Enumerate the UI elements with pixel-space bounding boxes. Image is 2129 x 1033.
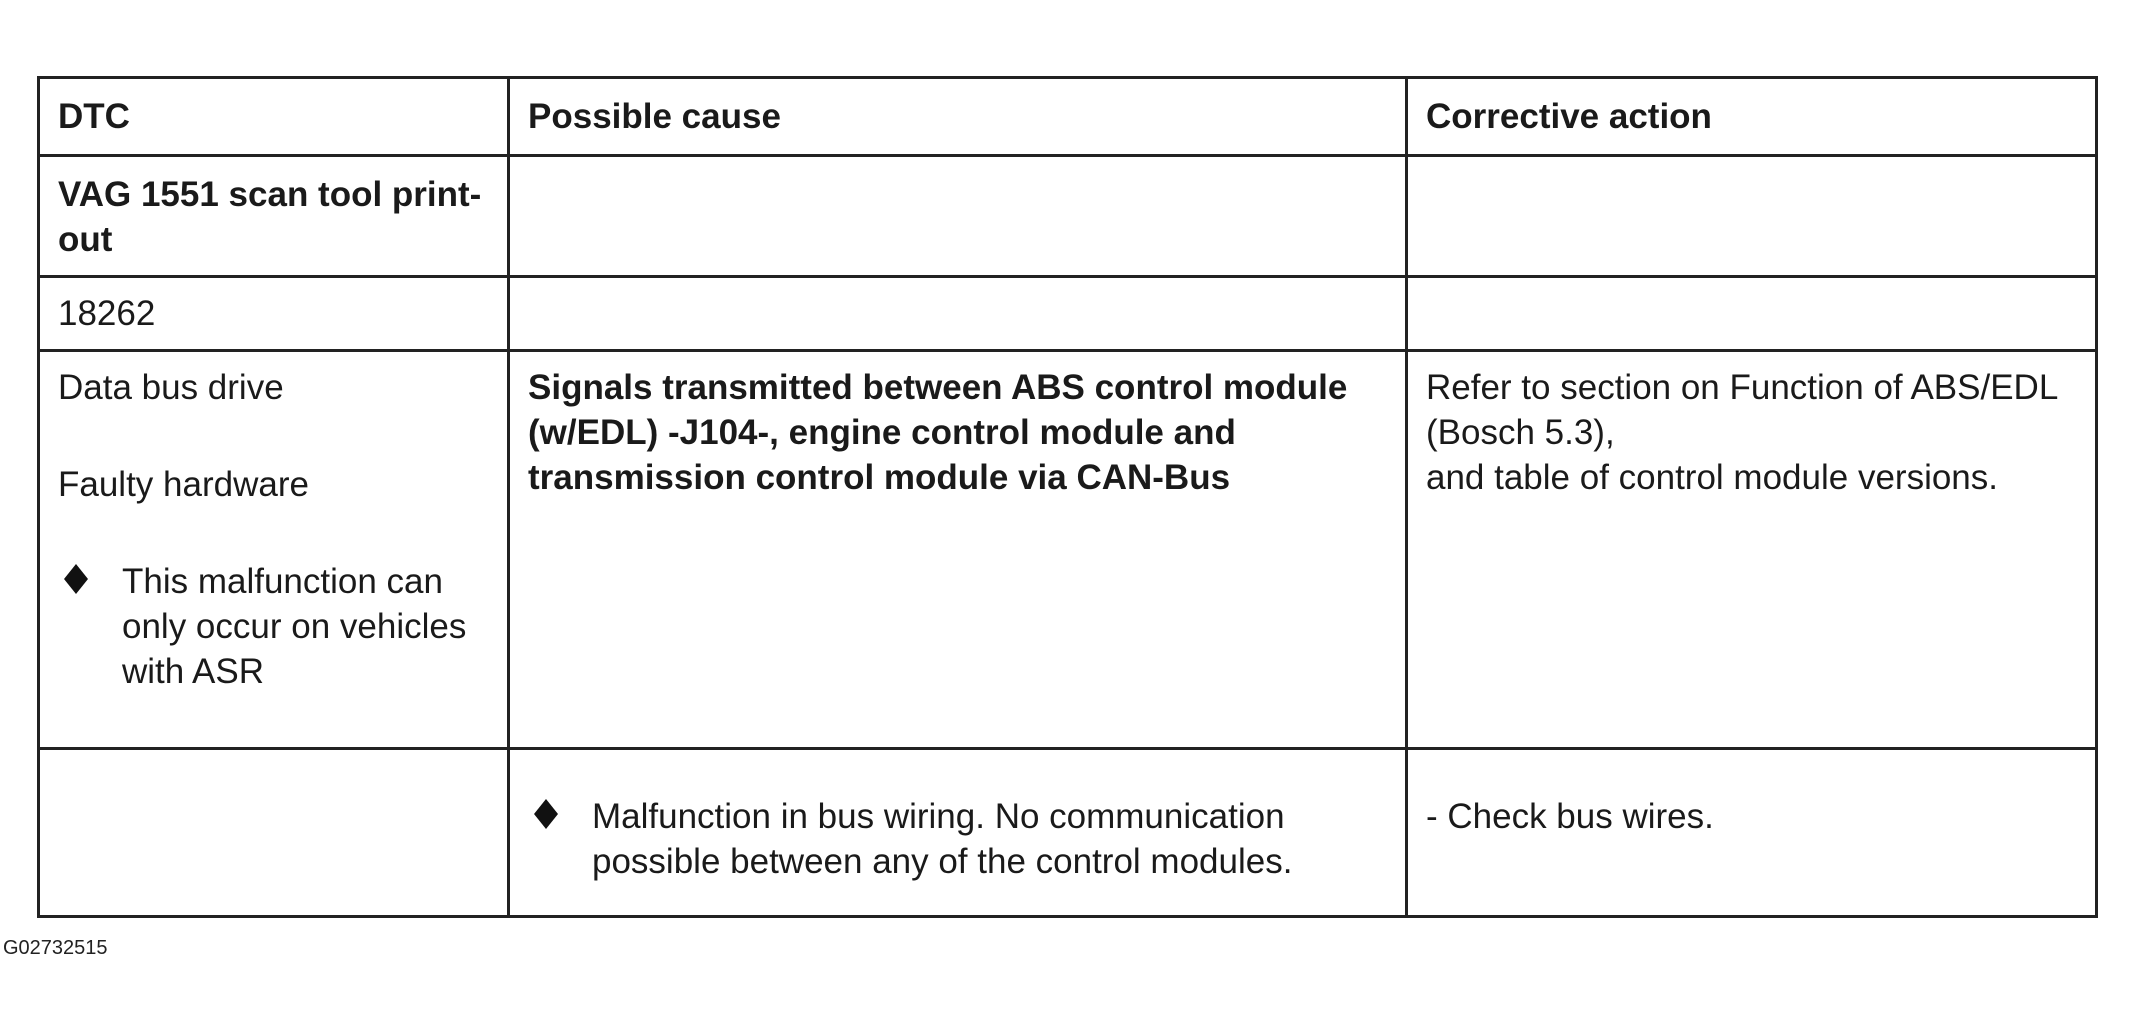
- diamond-bullet-icon: [534, 799, 558, 829]
- dtc-description-cell: [39, 351, 509, 749]
- wiring-cause-bullet: [528, 794, 1387, 884]
- header-possible-cause: Possible cause: [509, 78, 1407, 156]
- wiring-cause-text: Malfunction in bus wiring. No communication possible between any of the control modules.: [592, 797, 1293, 881]
- wiring-cause-cell: [509, 749, 1407, 917]
- table-row: [39, 749, 2097, 917]
- header-dtc: DTC: [39, 78, 509, 156]
- dtc-code: 18262: [39, 277, 509, 351]
- empty-cell: [509, 156, 1407, 277]
- empty-cell: [509, 277, 1407, 351]
- diamond-bullet-icon: [64, 564, 88, 594]
- dtc-note-text: This malfunction can only occur on vehicles with ASR: [122, 562, 467, 691]
- table-header-row: [39, 78, 2097, 156]
- empty-cell: [1407, 156, 2097, 277]
- corrective-action-cell: [1407, 351, 2097, 749]
- wiring-action-text: - Check bus wires.: [1407, 749, 2097, 917]
- possible-cause-text: Signals transmitted between ABS control module (w/EDL) -J104-, engine control module and transmission control module via CAN-Bus: [509, 351, 1407, 749]
- corrective-action-line: and table of control module versions.: [1426, 458, 1998, 497]
- dtc-table: [37, 76, 2098, 918]
- table-row: [39, 351, 2097, 749]
- graphic-id: G02732515: [3, 937, 108, 959]
- table-row: [39, 156, 2097, 277]
- table-row: [39, 277, 2097, 351]
- empty-cell: [39, 749, 509, 917]
- dtc-note-bullet: [58, 559, 489, 694]
- header-corrective-action: Corrective action: [1407, 78, 2097, 156]
- empty-cell: [1407, 277, 2097, 351]
- dtc-fault-type: Faulty hardware: [58, 465, 309, 504]
- corrective-action-line: Refer to section on Function of ABS/EDL (Bosch 5.3),: [1426, 368, 2057, 452]
- dtc-description-line: Data bus drive: [58, 368, 284, 407]
- scan-tool-printout-label: VAG 1551 scan tool print-out: [39, 156, 509, 277]
